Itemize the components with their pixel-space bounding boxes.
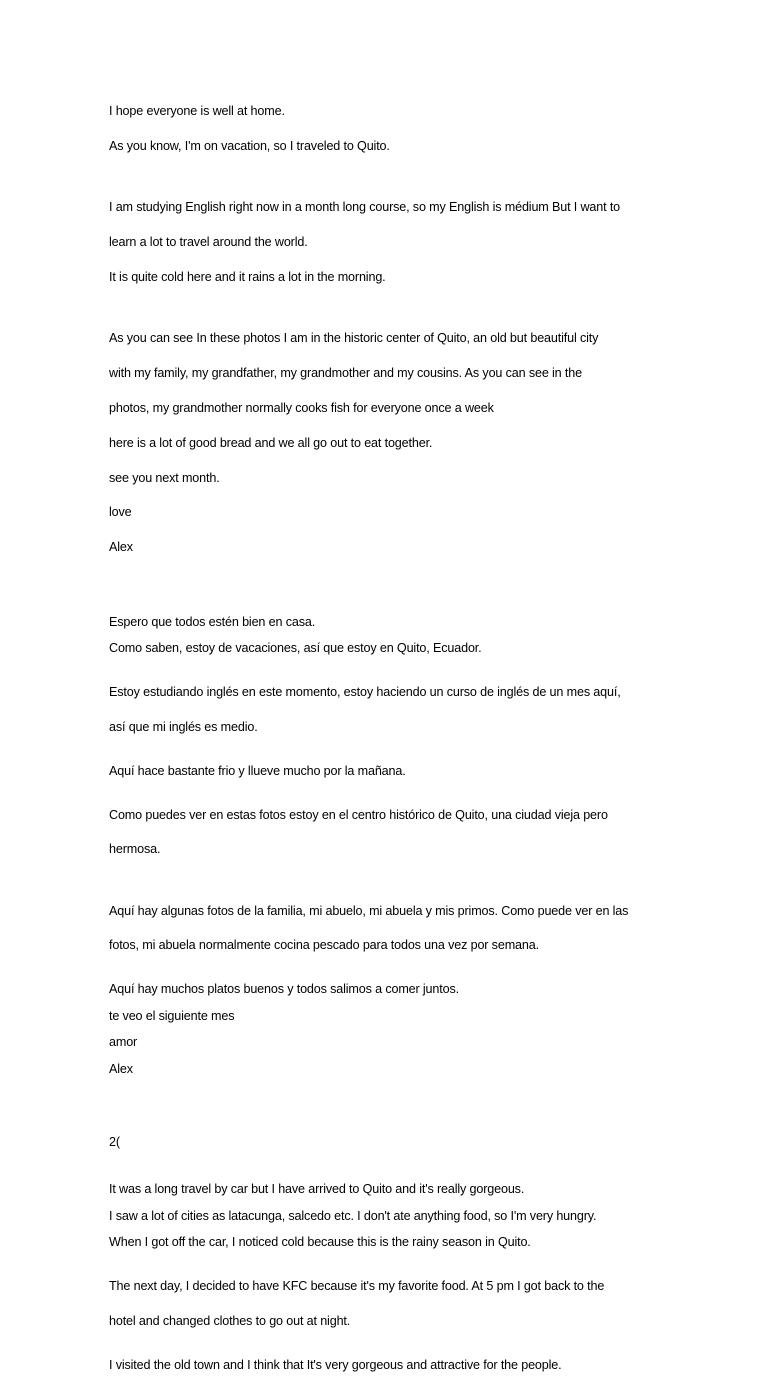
section-2-paragraph-1: It was a long travel by car but I have arrived to Quito and it's really gorgeous. xyxy=(109,1182,525,1197)
spanish-paragraph-2: Como saben, estoy de vacaciones, así que estoy en Quito, Ecuador. xyxy=(109,641,482,656)
spacer xyxy=(109,1087,669,1134)
text-line: I hope everyone is well at home. xyxy=(109,104,285,119)
text-line: with my family, my grandfather, my grandmother and my cousins. As you can see in the xyxy=(109,366,582,381)
text-line: see you next month. xyxy=(109,470,220,485)
spanish-paragraph-4: Aquí hace bastante frio y llueve mucho por la mañana. xyxy=(109,763,406,778)
text-line: fotos, mi abuela normalmente cocina pescado para todos una vez por semana. xyxy=(109,938,539,953)
english-paragraph-2 xyxy=(109,182,669,304)
spanish-paragraph-9: amor xyxy=(109,1035,138,1050)
document-page xyxy=(109,86,669,1383)
text-line: here is a lot of good bread and we all go out to eat together. xyxy=(109,435,433,450)
text-line: Como puedes ver en estas fotos estoy en el centro histórico de Quito, una ciudad vieja pero xyxy=(109,807,608,822)
spanish-paragraph-5 xyxy=(109,789,669,876)
text-line: As you know, I'm on vacation, so I traveled to Quito. xyxy=(109,139,390,154)
spacer xyxy=(109,1151,669,1181)
section-2-paragraph-4 xyxy=(109,1261,669,1348)
text-line: I am studying English right now in a month long course, so my English is médium But I want to xyxy=(109,200,621,215)
english-paragraph-1 xyxy=(109,86,669,173)
section-2-paragraph-3: When I got off the car, I noticed cold because this is the rainy season in Quito. xyxy=(109,1235,531,1250)
text-line: As you can see In these photos I am in the historic center of Quito, an old but beautiful city xyxy=(109,331,599,346)
spanish-paragraph-8: te veo el siguiente mes xyxy=(109,1008,235,1023)
text-line: It is quite cold here and it rains a lot in the morning. xyxy=(109,270,386,285)
spanish-paragraph-1: Espero que todos estén bien en casa. xyxy=(109,614,316,629)
text-line: Estoy estudiando inglés en este momento, estoy haciendo un curso de inglés de un mes aquí, xyxy=(109,685,621,700)
section-2-paragraph-2: I saw a lot of cities as latacunga, salcedo etc. I don't ate anything food, so I'm very hungry. xyxy=(109,1208,597,1223)
section-2-paragraph-5: I visited the old town and I think that It's very gorgeous and attractive for the people. xyxy=(109,1357,562,1372)
english-paragraph-3 xyxy=(109,313,669,574)
text-line: hotel and changed clothes to go out at night. xyxy=(109,1313,351,1328)
text-line: Aquí hay algunas fotos de la familia, mi abuelo, mi abuela y mis primos. Como puede ver en las xyxy=(109,903,629,918)
section-2-heading: 2( xyxy=(109,1134,120,1149)
text-line: hermosa. xyxy=(109,842,161,857)
text-line: learn a lot to travel around the world. xyxy=(109,235,308,250)
text-line: Alex xyxy=(109,540,133,555)
spanish-paragraph-3 xyxy=(109,667,669,754)
spanish-paragraph-7: Aquí hay muchos platos buenos y todos salimos a comer juntos. xyxy=(109,982,459,997)
spanish-paragraph-10: Alex xyxy=(109,1061,133,1076)
text-line: The next day, I decided to have KFC because it's my favorite food. At 5 pm I got back to the xyxy=(109,1278,605,1293)
spacer xyxy=(109,583,669,614)
text-line: así que mi inglés es medio. xyxy=(109,720,258,734)
text-line: love xyxy=(109,505,132,520)
text-line: photos, my grandmother normally cooks fish for everyone once a week xyxy=(109,400,494,415)
spanish-paragraph-6 xyxy=(109,885,669,972)
